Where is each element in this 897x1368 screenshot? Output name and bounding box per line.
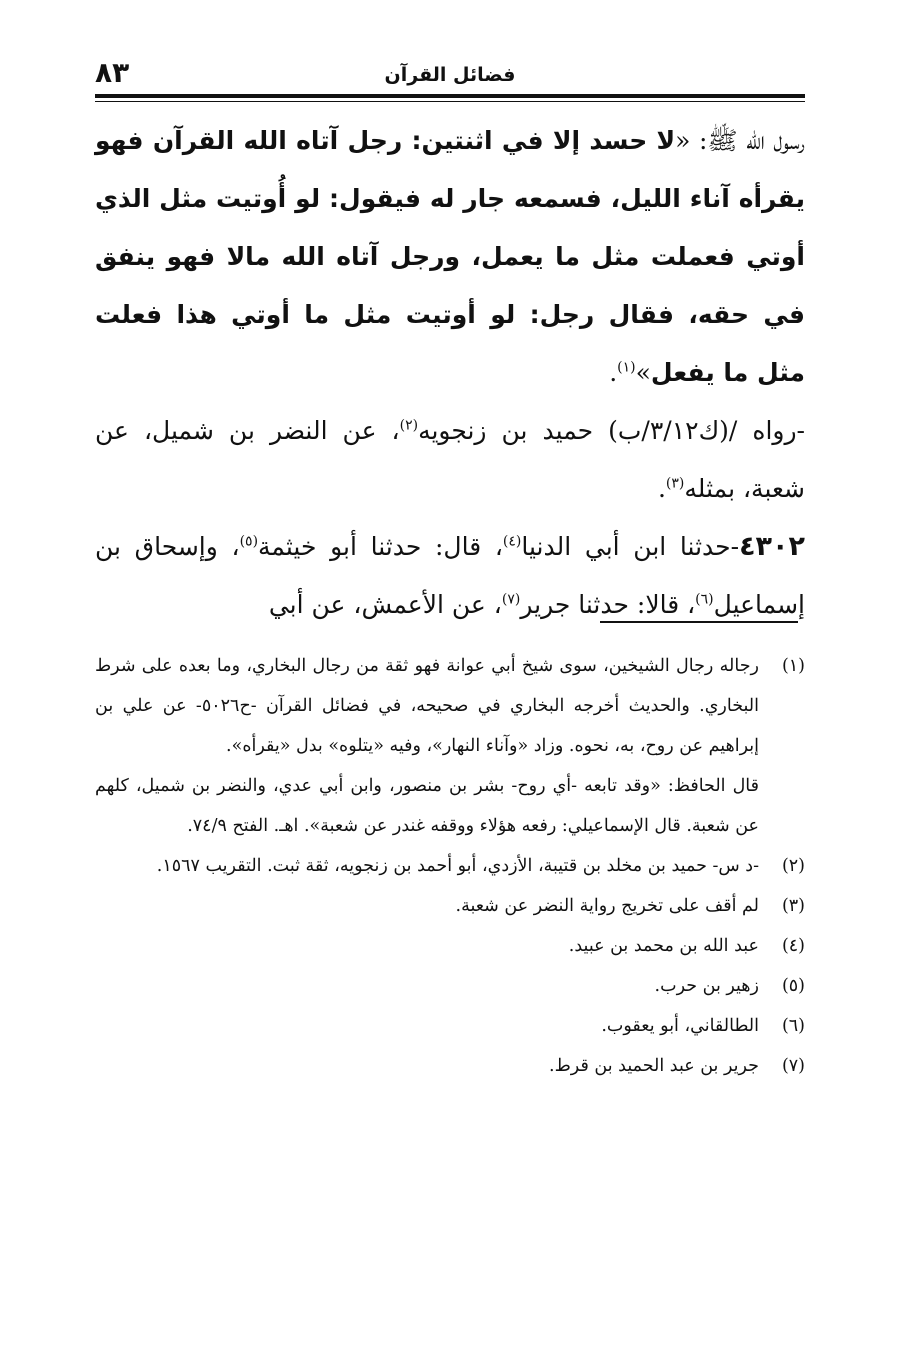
footnote-marker: (٦) — [781, 1016, 805, 1036]
riwaya-paragraph — [95, 402, 805, 518]
page-header — [95, 52, 805, 94]
footnote-4 — [95, 926, 805, 966]
footnote-marker: (٢) — [781, 856, 805, 876]
footnote-marker: (٥) — [781, 976, 805, 996]
footnote-text: الطالقاني، أبو يعقوب. — [601, 1016, 759, 1036]
footnote-1-continuation: قال الحافظ: «وقد تابعه -أي روح- بشر بن منصور، وابن أبي عدي، والنضر بن شميل، كلهم عن شعبة. قال الإسماعيلي: رفعه هؤلاء ووقفه غندر عن شعبة». اهـ. الفتح ٧٤/٩. — [95, 776, 759, 836]
footnote-ref-3: (٣) — [665, 475, 685, 492]
footnote-6 — [95, 1006, 805, 1046]
footnote-7 — [95, 1046, 805, 1086]
footnote-ref-1: (١) — [617, 359, 636, 376]
footnote-text: جرير بن عبد الحميد بن قرط. — [549, 1056, 759, 1076]
sentence-end: . — [609, 358, 618, 387]
isnad-text-a: -حدثنا ابن أبي الدنيا — [521, 532, 740, 561]
isnad-text-d: ، قالا: حدثنا جرير — [520, 590, 696, 619]
footnote-marker: (٣) — [781, 896, 805, 916]
isnad-text-c: ، وإسحاق بن إسماعيل — [95, 532, 805, 619]
header-rule-thin — [95, 101, 805, 102]
footnote-text: رجاله رجال الشيخين، سوى شيخ أبي عوانة فهو ثقة من رجال البخاري، وما بعده على شرط البخاري. والحديث أخرجه البخاري في صحيحه، في فضائل القرآن -ح٥٠٢٦- عن علي بن إبراهيم عن روح، به، نحوه. وزاد «وآناء النهار»، وفيه «يتلوه» بدل «يقرأه». — [95, 656, 759, 756]
footnote-marker: (١) — [781, 656, 805, 676]
sentence-end: . — [657, 474, 666, 503]
isnad-text-b: ، قال: حدثنا أبو خيثمة — [258, 532, 503, 561]
footnote-text: زهير بن حرب. — [654, 976, 759, 996]
running-title: فضائل القرآن — [384, 64, 516, 86]
main-text — [95, 112, 805, 634]
footnote-marker: (٤) — [781, 936, 805, 956]
hadith-text: لا حسد إلا في اثنتين: رجل آتاه الله القرآن فهو يقرأه آناء الليل، فسمعه جار له فيقول: لو أُوتيت مثل الذي أوتي فعملت مثل ما يعمل، ورجل آتاه الله مالا فهو ينفق في حقه، فقال رجل: لو أوتيت مثل ما أوتي هذا فعلت مثل ما يفعل — [95, 126, 805, 387]
hadith-number: ٤٣٠٢ — [739, 531, 805, 562]
footnote-text: عبد الله بن محمد بن عبيد. — [568, 936, 759, 956]
footnote-ref-2: (٢) — [399, 417, 419, 434]
footnote-text: لم أقف على تخريج رواية النضر عن شعبة. — [455, 896, 759, 916]
footnotes — [95, 646, 805, 1086]
header-rule-thick — [95, 94, 805, 98]
isnad-text-e: ، عن الأعمش، عن أبي — [268, 590, 502, 619]
page-number: ٨٣ — [95, 56, 130, 89]
quote-open: « — [675, 126, 691, 155]
footnote-text: -د س- حميد بن مخلد بن قتيبة، الأزدي، أبو أحمد بن زنجويه، ثقة ثبت. التقريب ١٥٦٧. — [156, 856, 759, 876]
footnote-ref-5: (٥) — [239, 533, 259, 550]
footnote-marker: (٧) — [781, 1056, 805, 1076]
footnote-ref-6: (٦) — [695, 591, 714, 608]
footnote-ref-7: (٧) — [501, 591, 521, 608]
footnote-1 — [95, 646, 805, 766]
quote-close: » — [635, 358, 651, 387]
footnote-5 — [95, 966, 805, 1006]
hadith-intro: رسول الله ﷺ: — [690, 126, 805, 155]
riwaya-text-a: -رواه /(ك٣/١٢/ب) حميد بن زنجويه — [418, 416, 806, 445]
hadith-paragraph — [95, 112, 805, 402]
footnote-3 — [95, 886, 805, 926]
footnote-ref-4: (٤) — [502, 533, 522, 550]
hadith-4302-paragraph — [95, 518, 805, 634]
footnote-2 — [95, 846, 805, 886]
footnote-separator — [600, 621, 798, 623]
riwaya-text-b: ، عن النضر بن شميل، عن شعبة، بمثله — [95, 416, 805, 503]
